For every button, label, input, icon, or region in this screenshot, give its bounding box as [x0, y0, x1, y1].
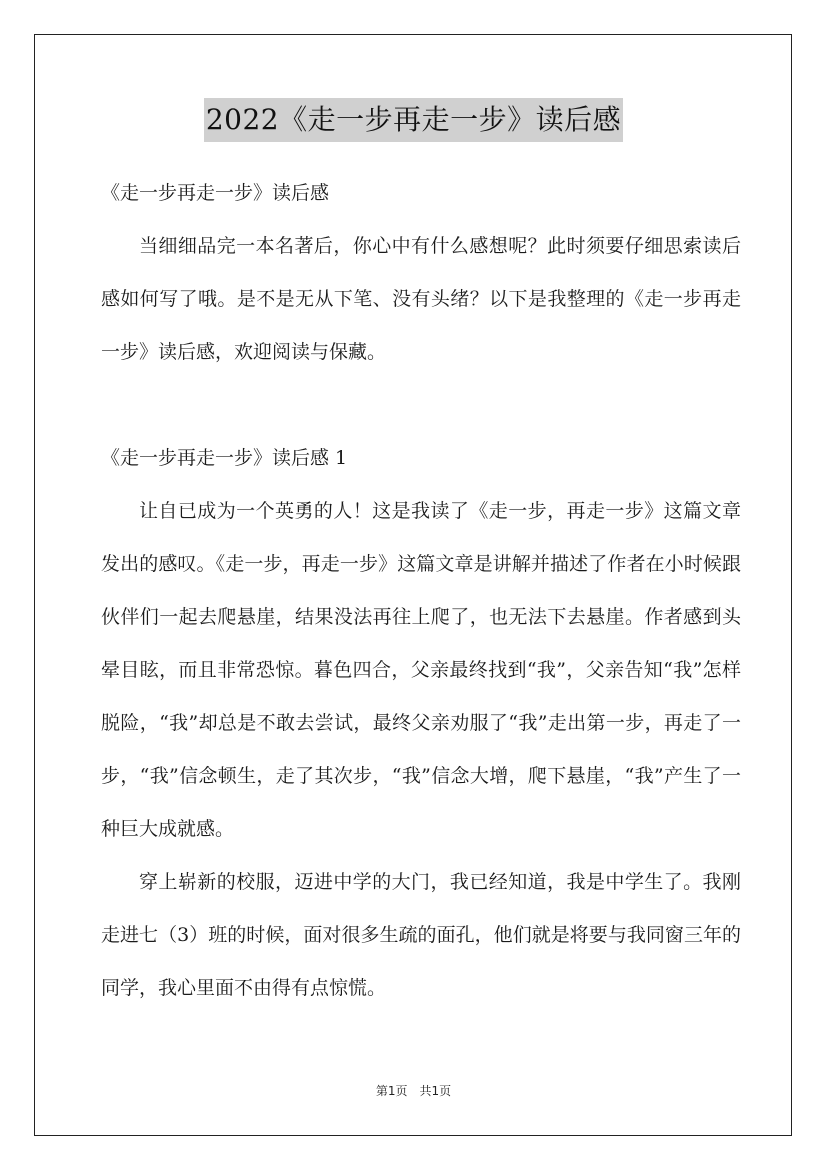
paragraph-gap [101, 379, 741, 432]
document-body [101, 167, 741, 1015]
document-title: 2022《走一步再走一步》读后感 [204, 98, 623, 142]
section-heading: 《走一步再走一步》读后感 1 [101, 447, 348, 469]
intro-paragraph: 当细细品完一本名著后，你心中有什么感想呢？此时须要仔细思索读后感如何写了哦。是不是无从下笔、没有头绪？以下是我整理的《走一步再走一步》读后感，欢迎阅读与保藏。 [101, 235, 741, 363]
document-subtitle: 《走一步再走一步》读后感 [101, 182, 330, 204]
body-paragraph-1: 让自已成为一个英勇的人！这是我读了《走一步，再走一步》这篇文章发出的感叹。《走一步，再走一步》这篇文章是讲解并描述了作者在小时候跟伙伴们一起去爬悬崖，结果没法再往上爬了，也无法下去悬崖。作者感到头晕目眩，而且非常恐惊。暮色四合，父亲最终找到“我”，父亲告知“我”怎样脱险，“我”却总是不敢去尝试，最终父亲劝服了“我”走出第一步，再走了一步，“我”信念顿生，走了其次步，“我”信念大增，爬下悬崖，“我”产生了一种巨大成就感。 [101, 500, 741, 840]
page-footer: 第1页 共1页 [375, 1084, 452, 1098]
body-paragraph-2: 穿上崭新的校服，迈进中学的大门，我已经知道，我是中学生了。我刚走进七（3）班的时候，面对很多生疏的面孔，他们就是将要与我同窗三年的同学，我心里面不由得有点惊慌。 [101, 871, 741, 999]
title-container [0, 98, 827, 142]
